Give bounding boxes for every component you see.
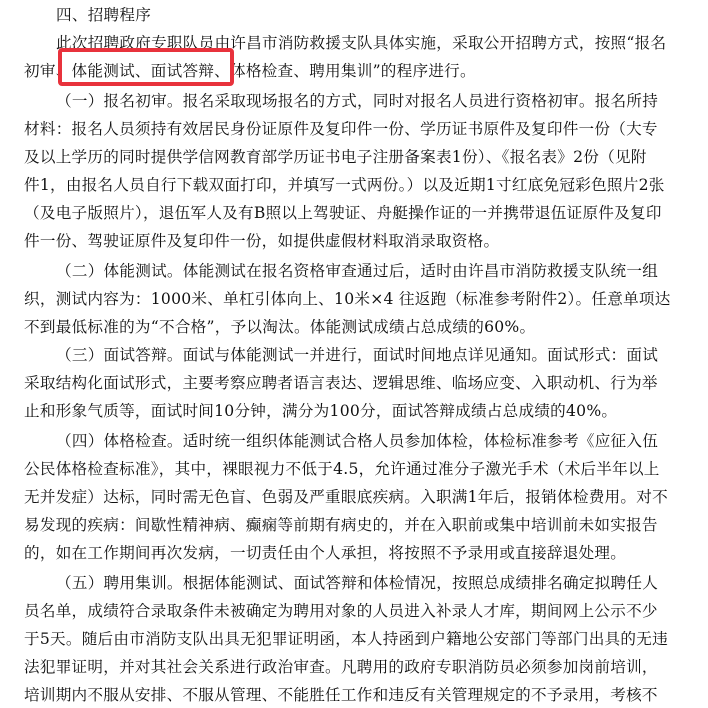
text-line: 员名单，成绩符合录取条件未被确定为聘用对象的人员进入补录人才库，期间网上公示不少: [24, 602, 658, 620]
text-line: 培训期内不服从安排、不服从管理、不能胜任工作和违反有关管理规定的不予录用，考核不: [24, 686, 658, 704]
text-line: （三）面试答辩。面试与体能测试一并进行，面试时间地点详见通知。面试形式：面试: [56, 346, 659, 364]
text-line: （五）聘用集训。根据体能测试、面试答辩和体检情况，按照总成绩排名确定拟聘任人: [56, 574, 659, 592]
text-line: 于5天。随后由市消防支队出具无犯罪证明函，本人持函到户籍地公安部门等部门出具的无违: [24, 630, 668, 648]
text-line: 公民体格检查标准》，其中，裸眼视力不低于4.5，允许通过准分子激光手术（术后半年以上: [24, 460, 660, 478]
text-line: 止和形象气质等，面试时间10分钟，满分为100分，面试答辩成绩占总成绩的40%。: [24, 402, 618, 420]
text-line: 易发现的疾病：间歇性精神病、癫痫等前期有病史的，并在入职前或集中培训前未如实报告: [24, 516, 658, 534]
text-line: 初审、体能测试、面试答辩、体格检查、聘用集训”的程序进行。: [24, 62, 476, 80]
section-heading: 四、招聘程序: [56, 6, 152, 24]
text-line: 件一份、驾驶证原件及复印件一份，如提供虚假材料取消录取资格。: [24, 232, 500, 250]
highlight-box: [58, 48, 234, 86]
text-line: 此次招聘政府专职队员由许昌市消防救援支队具体实施，采取公开招聘方式，按照“报名: [56, 34, 667, 52]
text-line: 无并发症）达标，同时需无色盲、色弱及严重眼底疾病。入职满1年后，报销体检费用。对不: [24, 488, 668, 506]
text-line: （一）报名初审。报名采取现场报名的方式，同时对报名人员进行资格初审。报名所持: [56, 92, 659, 110]
text-line: 件1，由报名人员自行下载双面打印，并填写一式两份。）以及近期1寸红底免冠彩色照片2张: [24, 176, 665, 194]
text-line: 法犯罪证明，并对其社会关系进行政治审查。凡聘用的政府专职消防员必须参加岗前培训，: [24, 658, 658, 676]
text-line: 材料：报名人员须持有效居民身份证原件及复印件一份、学历证书原件及复印件一份（大专: [24, 120, 658, 138]
text-line: 织，测试内容为：1000米、单杠引体向上、10米×4 往返跑（标准参考附件2）。任意单项达: [24, 290, 671, 308]
text-line: 不到最低标准的为“不合格”，予以淘汰。体能测试成绩占总成绩的60%。: [24, 318, 536, 336]
text-line: （四）体格检查。适时统一组织体能测试合格人员参加体检，体检标准参考《应征入伍: [56, 432, 659, 450]
text-line: 的，如在工作期间再次发病，一切责任由个人承担，将按照不予录用或直接辞退处理。: [24, 544, 627, 562]
text-line: （及电子版照片），退伍军人及有B照以上驾驶证、舟艇操作证的一并携带退伍证原件及复印: [24, 204, 662, 222]
text-line: 及以上学历的同时提供学信网教育部学历证书电子注册备案表1份）、《报名表》2份（见附: [24, 148, 647, 166]
text-line: （二）体能测试。体能测试在报名资格审查通过后，适时由许昌市消防救援支队统一组: [56, 262, 659, 280]
text-line: 采取结构化面试形式，主要考察应聘者语言表达、逻辑思维、临场应变、入职动机、行为举: [24, 374, 658, 392]
